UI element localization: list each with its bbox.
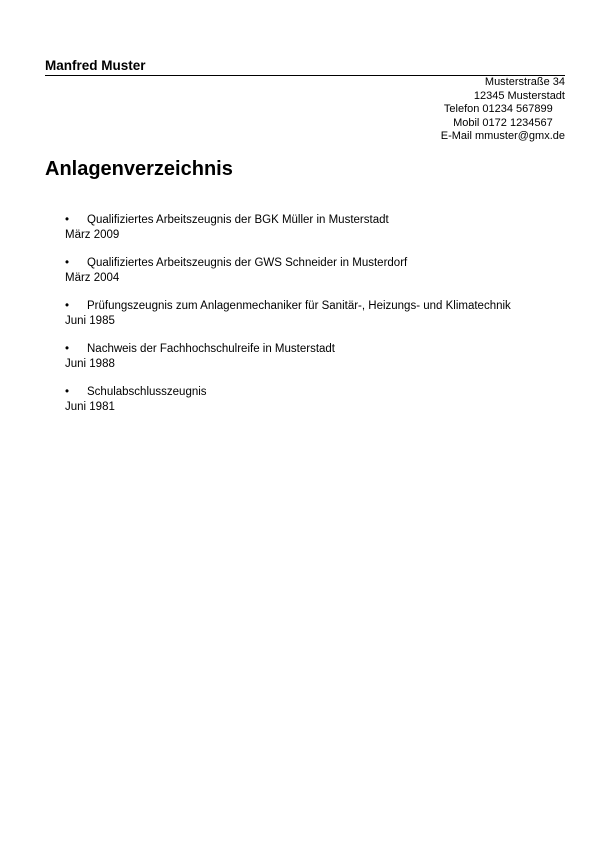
entry-title: Qualifiziertes Arbeitszeugnis der BGK Müller in Musterstadt <box>87 214 389 226</box>
phone-line: Telefon 01234 567899 <box>443 103 565 115</box>
bullet-icon: • <box>65 300 70 312</box>
entry-title: Qualifiziertes Arbeitszeugnis der GWS Schneider in Musterdorf <box>87 257 408 269</box>
email-line: E-Mail mmuster@gmx.de <box>440 130 565 142</box>
attachment-list <box>65 213 575 428</box>
entry-date: März 2009 <box>65 228 120 241</box>
entry-title: Schulabschlusszeugnis <box>87 386 207 398</box>
applicant-name: Manfred Muster <box>45 58 146 73</box>
entry-date: Juni 1985 <box>65 314 115 327</box>
entry-date: Juni 1981 <box>65 400 115 413</box>
street-line: Musterstraße 34 <box>484 76 565 88</box>
bullet-icon: • <box>65 257 70 269</box>
entry-title: Prüfungszeugnis zum Anlagenmechaniker für Sanitär-, Heizungs- und Klimatechnik <box>87 300 511 312</box>
mobile-line: Mobil 0172 1234567 <box>453 116 565 129</box>
list-item <box>65 213 575 256</box>
list-item <box>65 256 575 299</box>
bullet-icon: • <box>65 343 70 355</box>
list-item <box>65 385 575 428</box>
entry-title: Nachweis der Fachhochschulreife in Musterstadt <box>87 343 336 355</box>
bullet-icon: • <box>65 386 70 398</box>
entry-date: Juni 1988 <box>65 357 115 370</box>
contact-block <box>305 76 565 144</box>
page-title: Anlagenverzeichnis <box>45 158 233 180</box>
list-item <box>65 299 575 342</box>
bullet-icon: • <box>65 214 70 226</box>
city-line: 12345 Musterstadt <box>473 89 565 102</box>
entry-date: März 2004 <box>65 271 120 284</box>
list-item <box>65 342 575 385</box>
